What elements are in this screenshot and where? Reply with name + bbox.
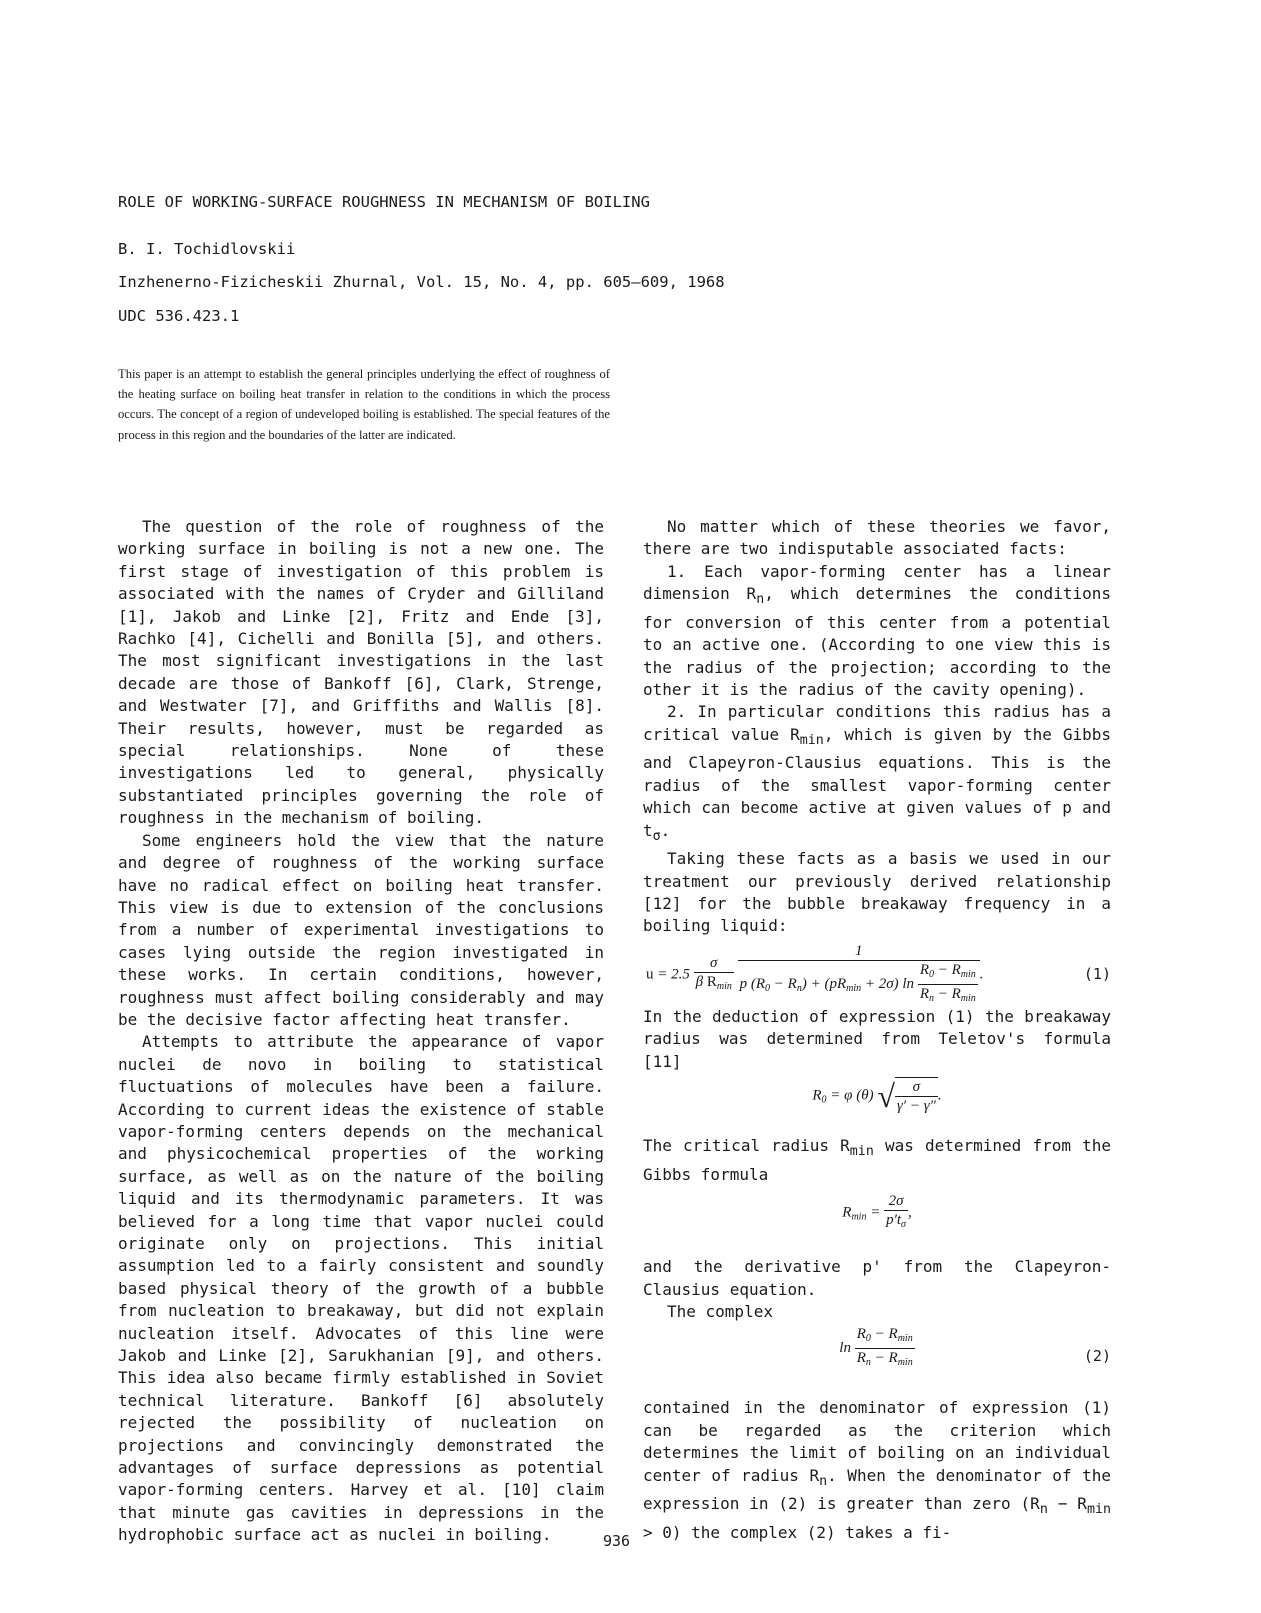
paragraph: The complex [667,1301,773,1321]
abstract: This paper is an attempt to establish the general principles underlying the effect of roughness of the heating surface on boiling heat transfer in relation to the conditions in which the process occurs. The concept of a region of undeveloped boiling is established. The special features of the process in this region and the boundaries of the latter are indicated. [118,367,610,442]
paragraph: Attempts to attribute the appearance of vapor nuclei de novo in boiling to statistical fluctuations of molecules have been a failure. According to current ideas the existence of stable vapor-forming centers depends on the mechanical and physicochemical properties of the working surface, as well as on the nature of the boiling liquid and its thermodynamic parameters. It was believed for a long time that vapor nuclei could originate only on projections. This initial assumption led to a fairly consistent and soundly based physical theory of the growth of a bubble from nucleation to breakaway, but did not explain nucleation itself. Advocates of this line were Jakob and Linke [2], Sarukhanian [9], and others. This idea also became firmly established in Soviet technical literature. Bankoff [6] absolutely rejected the possibility of nucleation on projections and convincingly demonstrated the advantages of surface depressions as potential vapor-forming centers. Harvey et al. [10] claim that minute gas cavities in depressions in the hydrophobic surface act as nuclei in boiling. [118,1032,604,1545]
right-column [643,516,1111,1544]
gibbs-formula: $R_{min}$ = $\frac{2\sigma}{p't_\sigma}$ , [842,1193,912,1231]
paragraph: Taking these facts as a basis we used in our treatment our previously derived relationship [12] for the bubble breakaway frequency in a boiling liquid: [643,849,1111,936]
paragraph: In the deduction of expression (1) the breakaway radius was determined from Teletov's formula [11] [643,1006,1111,1071]
paper-title: ROLE OF WORKING-SURFACE ROUGHNESS IN MECHANISM OF BOILING [118,193,650,211]
equation-2: ln $\frac{R_0 - R_{min}}{R_n - R_{min}}$ (2) [839,1326,1111,1369]
equation-number: (2) [1083,1347,1111,1366]
paragraph: 1. Each vapor-forming center has a linear dimension $R_n$, which determines the conditions for conversion of this center from a potential to an active one. (According to one view this is the radius of the projection; according to the other it is the radius of the cavity opening). [643,561,1111,700]
udc-code: UDC 536.423.1 [118,307,240,325]
author: B. I. Tochidlovskii [118,240,296,258]
page-number: 936 [603,1532,631,1550]
left-column [118,516,604,1547]
paragraph: The question of the role of roughness of the working surface in boiling is not a new one. The first stage of investigation of this problem is associated with the names of Cryder and Gilliland [1], Jakob and Linke [2], Fritz and Ende [3], Rachko [4], Cichelli and Bonilla [5], and others. The most significant investigations in the last decade are those of Bankoff [6], Clark, Strenge, and Westwater [7], and Griffiths and Wallis [8]. Their results, however, must be regarded as special relationships. None of these investigations led to general, physically substantiated principles governing the role of roughness in the mechanism of boiling. [118,517,604,828]
teletov-formula: $R_0 = \varphi$ (θ) √ $\frac{\sigma}{\gamma' - \gamma''}$ . [812,1078,942,1115]
paragraph: The critical radius $R_{min}$ was determined from the Gibbs formula [643,1136,1111,1184]
paragraph: No matter which of these theories we favor, there are two indisputable associated facts: [643,517,1111,559]
equation-number: (1) [1083,964,1111,983]
paragraph: 2. In particular conditions this radius has a critical value $R_{min}$, which is given by the Gibbs and Clapeyron-Clausius equations. This is the radius of the smallest vapor-forming center which can become active at given values of p and $t_\sigma$. [643,702,1111,844]
paragraph: contained in the denominator of expression (1) can be regarded as the criterion which determines the limit of boiling on an individual center of radius $R_n$. When the denominator of the expression in (2) is greater than zero $(R_n - R_{min} > 0)$ the complex (2) takes a fi- [643,1398,1112,1542]
equation-1: u = 2.5 $\frac{\sigma}{\beta R_{min}}$ 1 p $(R_0 - R_n) + (pR_{min} + 2\sigma)$ ln $\frac{R_0 - R_{min}}{R_n - R_{min}}$ . (1) [646,942,1111,1004]
paragraph: and the derivative p' from the Clapeyron-Clausius equation. [643,1257,1111,1299]
journal-citation: Inzhenerno-Fizicheskii Zhurnal, Vol. 15, No. 4, pp. 605–609, 1968 [118,273,725,291]
paragraph: Some engineers hold the view that the nature and degree of roughness of the working surface have no radical effect on boiling heat transfer. This view is due to extension of the conclusions from a number of experimental investigations to cases lying outside the region investigated in these works. In certain conditions, however, roughness must affect boiling considerably and may be the decisive factor affecting heat transfer. [118,830,604,1029]
